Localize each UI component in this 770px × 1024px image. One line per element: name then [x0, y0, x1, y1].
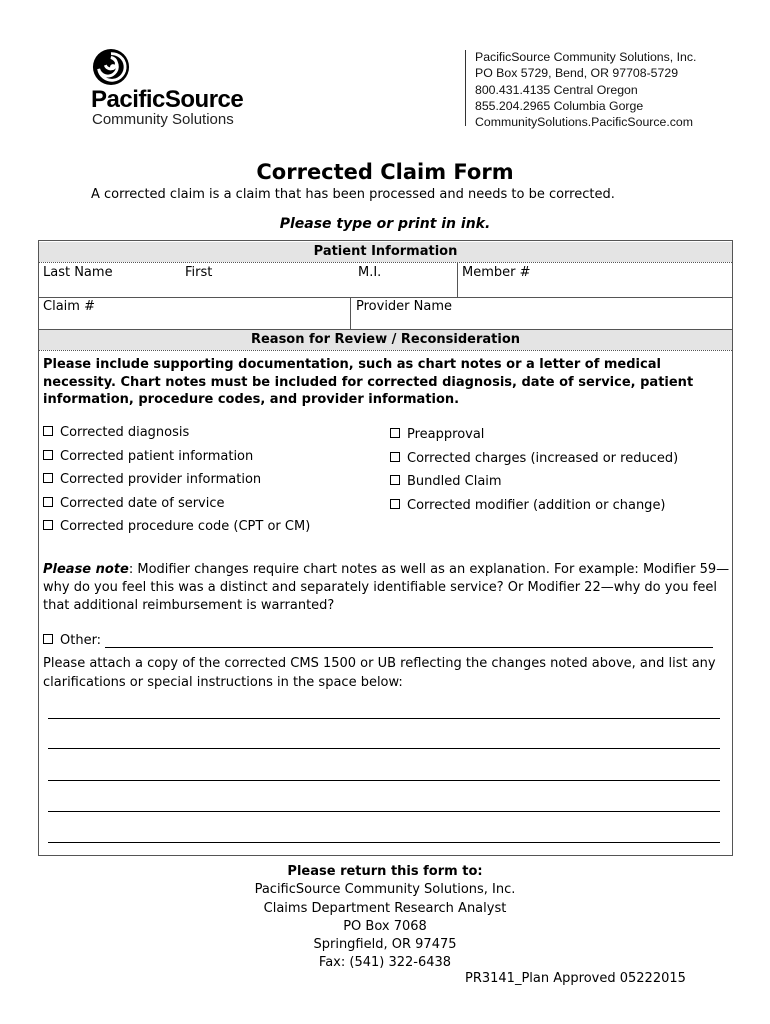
instructions-write-line[interactable] [48, 718, 720, 719]
divider [457, 263, 458, 297]
divider [350, 297, 351, 329]
header-divider [465, 50, 466, 126]
other-input-line[interactable] [105, 647, 713, 648]
checkbox-corrected-procedure-code[interactable] [43, 519, 310, 534]
note-label: Please note [43, 562, 129, 577]
checkbox-icon[interactable] [43, 473, 53, 483]
address-line: PacificSource Community Solutions, Inc. [475, 50, 697, 64]
checkbox-preapproval[interactable] [390, 427, 484, 442]
brand-name: PacificSource [91, 86, 244, 113]
checkbox-icon[interactable] [43, 634, 53, 644]
checkbox-label: Corrected patient information [60, 449, 254, 464]
checkbox-label: Corrected provider information [60, 472, 262, 487]
return-line: Springfield, OR 97475 [313, 937, 457, 953]
divider [39, 350, 732, 351]
provider-name-field[interactable]: Provider Name [356, 299, 453, 314]
form-title: Corrected Claim Form [256, 160, 514, 184]
checkbox-label: Corrected diagnosis [60, 425, 190, 440]
last-name-field[interactable]: Last Name [43, 265, 113, 280]
form-code: PR3141_Plan Approved 05222015 [465, 971, 686, 986]
other-label: Other: [60, 633, 102, 648]
address-line: 800.431.4135 Central Oregon [475, 82, 638, 97]
claim-number-field[interactable]: Claim # [43, 299, 95, 314]
checkbox-icon[interactable] [43, 520, 53, 530]
checkbox-label: Bundled Claim [407, 474, 502, 489]
address-line: PO Box 5729, Bend, OR 97708-5729 [475, 66, 679, 81]
note-text: : Modifier changes require chart notes as well as an explanation. For example: Modifier 59—why do you feel this was a distinct and separately identifiable service? Or Modifier 22—why do you feel that additional reimbursement is warranted? [43, 562, 730, 613]
checkbox-label: Corrected charges (increased or reduced) [407, 451, 679, 466]
checkbox-label: Corrected modifier (addition or change) [407, 498, 666, 513]
return-heading: Please return this form to: [287, 864, 483, 879]
divider [39, 297, 732, 298]
first-name-field[interactable]: First [185, 265, 213, 280]
return-line: Claims Department Research Analyst [263, 900, 507, 916]
intro-text: A corrected claim is a claim that has been processed and needs to be corrected. [91, 187, 615, 202]
documentation-instructions: Please include supporting documentation, such as chart notes or a letter of medical necessity. Chart notes must be included for corrected diagnosis, date of service, patient information, procedure codes, and provider information. [43, 357, 694, 407]
instructions-write-line[interactable] [48, 780, 720, 781]
pacificsource-logo-icon [92, 48, 130, 86]
checkbox-other[interactable] [43, 633, 101, 648]
return-address [0, 863, 770, 973]
instructions-write-line[interactable] [48, 842, 720, 843]
divider [39, 262, 732, 263]
member-number-field[interactable]: Member # [462, 265, 531, 280]
checkbox-icon[interactable] [390, 428, 400, 438]
checkbox-icon[interactable] [43, 426, 53, 436]
company-address [475, 49, 696, 130]
checkbox-label: Corrected procedure code (CPT or CM) [60, 519, 311, 534]
checkbox-icon[interactable] [43, 497, 53, 507]
reason-heading: Reason for Review / Reconsideration [39, 330, 732, 350]
checkbox-corrected-modifier[interactable] [390, 498, 666, 513]
patient-info-heading: Patient Information [39, 242, 732, 262]
address-line: 855.204.2965 Columbia Gorge [475, 98, 644, 113]
modifier-note [43, 561, 733, 615]
checkbox-label: Corrected date of service [60, 496, 225, 511]
print-instruction: Please type or print in ink. [279, 216, 491, 232]
attach-instructions: Please attach a copy of the corrected CMS 1500 or UB reflecting the changes noted above, and list any clarifications or special instructions in the space below: [43, 656, 716, 690]
checkbox-icon[interactable] [390, 499, 400, 509]
return-line: Fax: (541) 322-6438 [318, 955, 452, 971]
checkbox-corrected-charges[interactable] [390, 451, 678, 466]
instructions-write-line[interactable] [48, 748, 720, 749]
checkbox-corrected-provider-information[interactable] [43, 472, 261, 487]
checkbox-corrected-patient-information[interactable] [43, 449, 253, 464]
middle-initial-field[interactable]: M.I. [358, 265, 382, 280]
checkbox-bundled-claim[interactable] [390, 474, 502, 489]
return-line: PO Box 7068 [343, 918, 427, 934]
checkbox-icon[interactable] [43, 450, 53, 460]
brand-subtitle: Community Solutions [92, 111, 234, 128]
instructions-write-line[interactable] [48, 811, 720, 812]
checkbox-label: Preapproval [407, 427, 485, 442]
address-line: CommunitySolutions.PacificSource.com [475, 115, 694, 130]
checkbox-icon[interactable] [390, 475, 400, 485]
return-line: PacificSource Community Solutions, Inc. [254, 882, 516, 898]
checkbox-icon[interactable] [390, 452, 400, 462]
checkbox-corrected-diagnosis[interactable] [43, 425, 189, 440]
checkbox-corrected-date-of-service[interactable] [43, 496, 225, 511]
